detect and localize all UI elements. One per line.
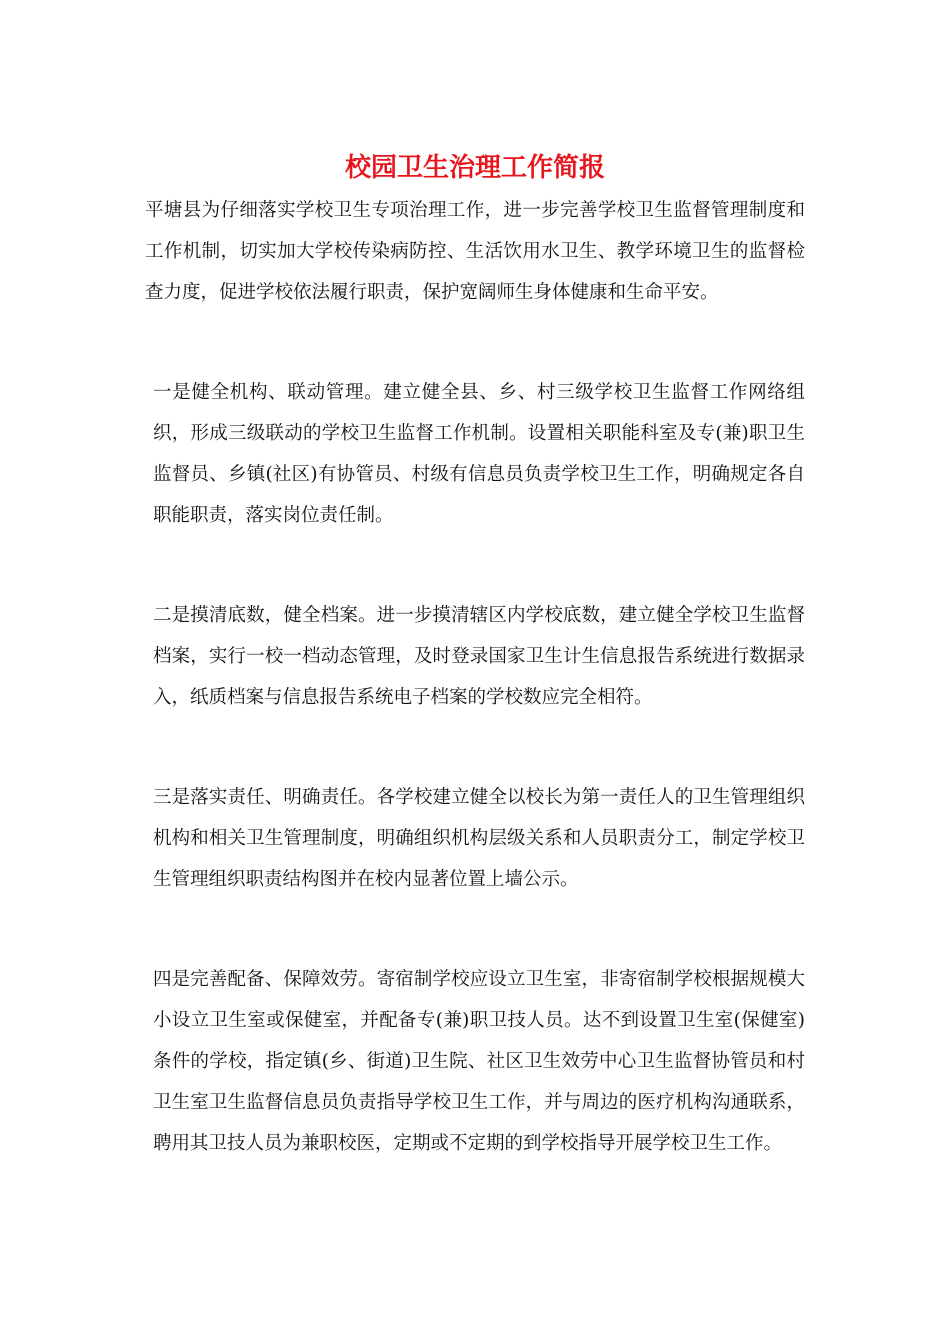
paragraph-spacer: [145, 900, 805, 959]
paragraph-spacer: [145, 718, 805, 777]
paragraph-intro: 平塘县为仔细落实学校卫生专项治理工作，进一步完善学校卫生监督管理制度和工作机制，切实加大学校传染病防控、生活饮用水卫生、教学环境卫生的监督检查力度，促进学校依法履行职责，保护宽阔师生身体健康和生命平安。: [145, 200, 805, 303]
document-title: 校园卫生治理工作简报: [344, 153, 605, 183]
paragraph-spacer: [145, 536, 805, 595]
paragraph-point-2: 二是摸清底数，健全档案。进一步摸清辖区内学校底数，建立健全学校卫生监督档案，实行一校一档动态管理，及时登录国家卫生计生信息报告系统进行数据录入，纸质档案与信息报告系统电子档案的学校数应完全相符。: [153, 605, 805, 708]
paragraph-point-4: 四是完善配备、保障效劳。寄宿制学校应设立卫生室，非寄宿制学校根据规模大小设立卫生室或保健室，并配备专(兼)职卫技人员。达不到设置卫生室(保健室)条件的学校，指定镇(乡、街道)卫生院、社区卫生效劳中心卫生监督协管员和村卫生室卫生监督信息员负责指导学校卫生工作，并与周边的医疗机构沟通联系，聘用其卫技人员为兼职校医，定期或不定期的到学校指导开展学校卫生工作。: [153, 969, 805, 1154]
document-body: [145, 190, 805, 1164]
paragraph-point-3: 三是落实责任、明确责任。各学校建立健全以校长为第一责任人的卫生管理组织机构和相关卫生管理制度，明确组织机构层级关系和人员职责分工，制定学校卫生管理组织职责结构图并在校内显著位置上墙公示。: [153, 787, 805, 890]
paragraph-spacer: [145, 313, 805, 372]
paragraph-point-1: 一是健全机构、联动管理。建立健全县、乡、村三级学校卫生监督工作网络组织，形成三级联动的学校卫生监督工作机制。设置相关职能科室及专(兼)职卫生监督员、乡镇(社区)有协管员、村级有信息员负责学校卫生工作，明确规定各自职能职责，落实岗位责任制。: [153, 382, 805, 526]
